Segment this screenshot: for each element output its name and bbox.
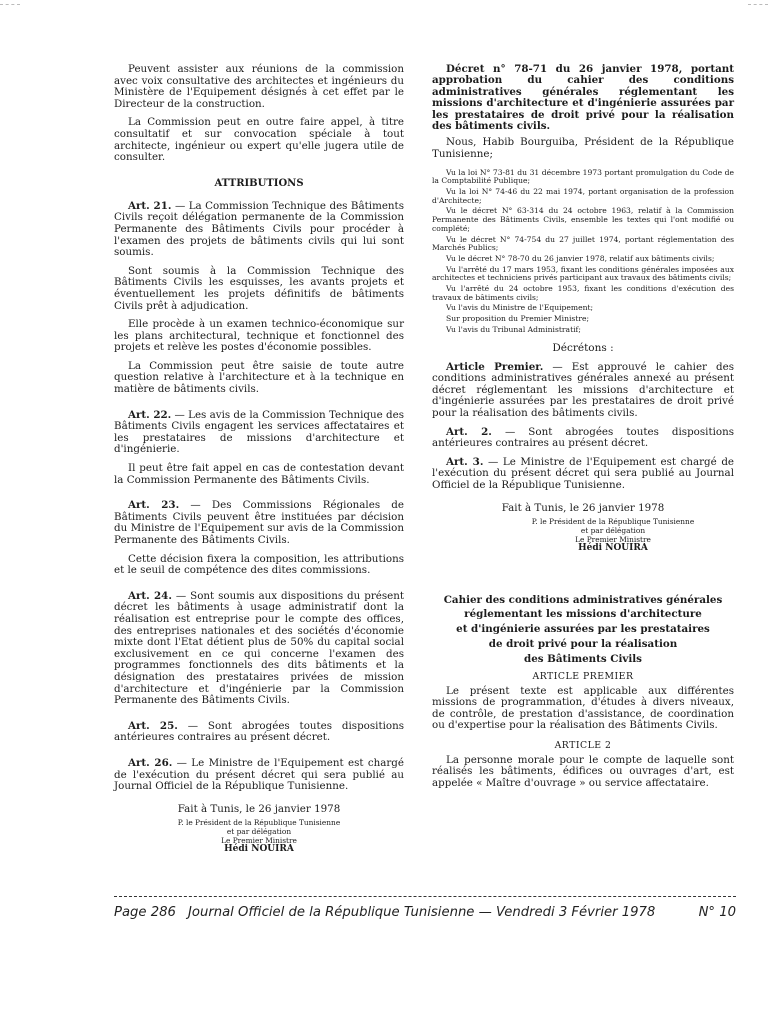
signature-line: et par délégation <box>580 525 646 535</box>
article-25 <box>114 721 404 744</box>
article-text: — La Commission Technique des Bâtiments Civils reçoit délégation permanente de la Commission Permanente des Bâtiments Civils pour procéder à l'examen des projets de bâtiments civils qui lui sont soumis. <box>114 199 404 259</box>
article-22 <box>114 410 404 456</box>
visa-item: Vu le décret N° 78-70 du 26 janvier 1978, relatif aux bâtiments civils; <box>446 253 715 263</box>
article-text: — Sont abrogées toutes dispositions antérieures contraires au présent décret. <box>432 425 734 450</box>
signature-block <box>492 517 734 553</box>
journal-title: Journal Officiel de la République Tunisienne — Vendredi 3 Février 1978 <box>188 905 656 920</box>
right-column <box>432 64 734 790</box>
visa-item: Vu le décret N° 63-314 du 24 octobre 1963, relatif à la Commission Permanente des Bâtiments Civils, ensemble les textes qui l'ont modifié ou complété; <box>432 206 734 233</box>
article-label: Article Premier. <box>446 360 544 373</box>
article-premier-heading: ARTICLE PREMIER <box>532 670 634 682</box>
visa-item: Sur proposition du Premier Ministre; <box>446 314 590 324</box>
article-26 <box>114 758 404 793</box>
signature-line: et par délégation <box>226 826 292 836</box>
paragraph: La Commission peut être saisie de toute autre question relative à l'architecture et à la technique en matière de bâtiments civils. <box>114 359 404 396</box>
paragraph: Il peut être fait appel en cas de contestation devant la Commission Permanente des Bâtiments Civils. <box>114 462 404 486</box>
article-21 <box>114 201 404 259</box>
article-label: Art. 23. <box>128 499 180 512</box>
annex-title-line: de droit privé pour la réalisation <box>488 637 678 650</box>
article-label: Art. 22. <box>128 408 172 421</box>
issue-number: N° 10 <box>698 905 736 920</box>
visa-item: Vu le décret N° 74-754 du 27 juillet 1974, portant réglementation des Marchés Publics; <box>432 234 734 253</box>
scan-edge-mark <box>0 4 20 5</box>
section-heading-attributions: ATTRIBUTIONS <box>214 177 304 189</box>
page-number: Page 286 <box>114 905 176 920</box>
article-text: — Le Ministre de l'Equipement est chargé de l'exécution du présent décret qui sera publié au Journal Officiel de la République Tunisienne. <box>432 455 735 491</box>
left-column <box>114 64 404 854</box>
annex-title-line: Cahier des conditions administratives générales <box>443 593 723 606</box>
signature-line: Le Premier Ministre <box>221 835 297 845</box>
decree-title: Décret n° 78-71 du 26 janvier 1978, portant approbation du cahier des conditions administratives générales réglementant les missions d'architecture et d'ingénierie assurées par les prestataires de droit privé pour la réalisation des bâtiments civils. <box>432 63 734 133</box>
visa-item: Vu l'avis du Tribunal Administratif; <box>446 324 581 334</box>
paragraph: Elle procède à un examen technico-économique sur les plans architectural, technique et fonctionnel des projets et relève les postes d'économie possibles. <box>114 318 404 354</box>
visas-list <box>432 169 734 335</box>
article-23 <box>114 500 404 546</box>
annex-title-line: des Bâtiments Civils <box>524 652 642 665</box>
visa-item: Vu l'arrêté du 24 octobre 1953, fixant les conditions d'exécution des travaux de bâtiments civils; <box>432 284 734 302</box>
article-text: — Des Commissions Régionales de Bâtiments Civils peuvent être instituées par décision du Ministre de l'Equipement sur avis de la Commission Permanente des Bâtiments Civils. <box>114 499 404 546</box>
signature-place-date: Fait à Tunis, le 26 janvier 1978 <box>501 501 665 514</box>
signature-line: P. le Président de la République Tunisienne <box>177 817 341 827</box>
signature-block <box>114 818 404 854</box>
scan-edge-mark <box>748 4 768 5</box>
article-text: — Est approuvé le cahier des conditions administratives générales annexé au présent décret réglementant les missions d'architecture et d'ingénierie assurées par les prestataires de droit privé pour la réalisation des bâtiments civils. <box>432 360 734 419</box>
page-footer <box>114 896 736 920</box>
visa-item: Vu la loi N° 73-81 du 31 décembre 1973 portant promulgation du Code de la Comptabilité Publique; <box>432 167 734 186</box>
article-label: Art. 3. <box>446 455 484 468</box>
article-label: Art. 25. <box>128 719 178 732</box>
preamble: Nous, Habib Bourguiba, Président de la République Tunisienne; <box>432 136 734 161</box>
decretons-heading: Décrétons : <box>552 341 614 354</box>
article-label: Art. 2. <box>446 425 492 438</box>
article-2-heading: ARTICLE 2 <box>554 739 612 751</box>
visa-item: Vu l'arrêté du 17 mars 1953, fixant les conditions générales imposées aux architectes et techniciens privés participant aux travaux des bâtiments civils; <box>432 264 734 283</box>
article-text: — Le Ministre de l'Equipement est chargé de l'exécution du présent décret qui sera publié au Journal Officiel de la République Tunisienne. <box>114 756 404 793</box>
signature-place-date: Fait à Tunis, le 26 janvier 1978 <box>177 802 341 815</box>
article-24 <box>114 591 404 707</box>
signature-line: Le Premier Ministre <box>575 534 651 544</box>
annex-title-line: et d'ingénierie assurées par les prestataires <box>456 623 710 636</box>
article-2 <box>432 427 734 450</box>
signatory-name: Hédi NOUIRA <box>224 843 294 854</box>
signature-line: P. le Président de la République Tunisienne <box>531 516 695 526</box>
paragraph: Sont soumis à la Commission Technique des Bâtiments Civils les esquisses, les avants projets et éventuellement les projets définitifs de bâtiments Civils prêt à adjudication. <box>114 264 404 312</box>
article-text: — Sont abrogées toutes dispositions antérieures contraires au présent décret. <box>114 719 404 744</box>
annex-title <box>432 593 734 667</box>
visa-item: Vu l'avis du Ministre de l'Equipement; <box>446 303 594 313</box>
article-text: — Sont soumis aux dispositions du présent décret les bâtiments à usage administratif dont la réalisation est entreprise pour le compte des offices, des entreprises nationales et des sociétés d'économie mixte dont l'Etat détient plus de 50% du capital social exclusivement en ce qui concerne l'examen des programmes fonctionnels des dits bâtiments et la désignation des prestataires privées de mission d'architecture et d'ingénierie par la Commission Permanente des Bâtiments Civils. <box>114 589 404 707</box>
paragraph: Peuvent assister aux réunions de la commission avec voix consultative des architectes et ingénieurs du Ministère de l'Equipement désignés à cet effet par le Directeur de la construction. <box>114 63 404 110</box>
paragraph: La Commission peut en outre faire appel, à titre consultatif et sur convocation spéciale à tout architecte, ingénieur ou expert qu'elle jugera utile de consulter. <box>114 116 404 164</box>
article-3 <box>432 457 734 492</box>
paragraph: Le présent texte est applicable aux différentes missions de programmation, d'études à divers niveaux, de contrôle, de prestation d'assistance, de coordination ou d'expertise pour la réalisation des Bâtiments Civils. <box>432 684 734 732</box>
article-label: Art. 24. <box>128 589 172 602</box>
visa-item: Vu la loi N° 74-46 du 22 mai 1974, portant organisation de la profession d'Architecte; <box>432 187 734 205</box>
signatory-name: Hédi NOUIRA <box>578 542 648 553</box>
paragraph: La personne morale pour le compte de laquelle sont réalisés les bâtiments, édifices ou ouvrages d'art, est appelée « Maître d'ouvrage » ou service affectataire. <box>432 753 734 790</box>
article-premier <box>432 362 734 420</box>
annex-title-line: réglementant les missions d'architecture <box>464 608 702 621</box>
article-label: Art. 26. <box>128 756 173 769</box>
article-label: Art. 21. <box>128 199 172 212</box>
article-text: — Les avis de la Commission Technique des Bâtiments Civils engagent les services affectataires et les prestataires de missions d'architecture et d'ingénierie. <box>114 408 404 456</box>
paragraph: Cette décision fixera la composition, les attributions et le seuil de compétence des dites commissions. <box>114 552 404 577</box>
